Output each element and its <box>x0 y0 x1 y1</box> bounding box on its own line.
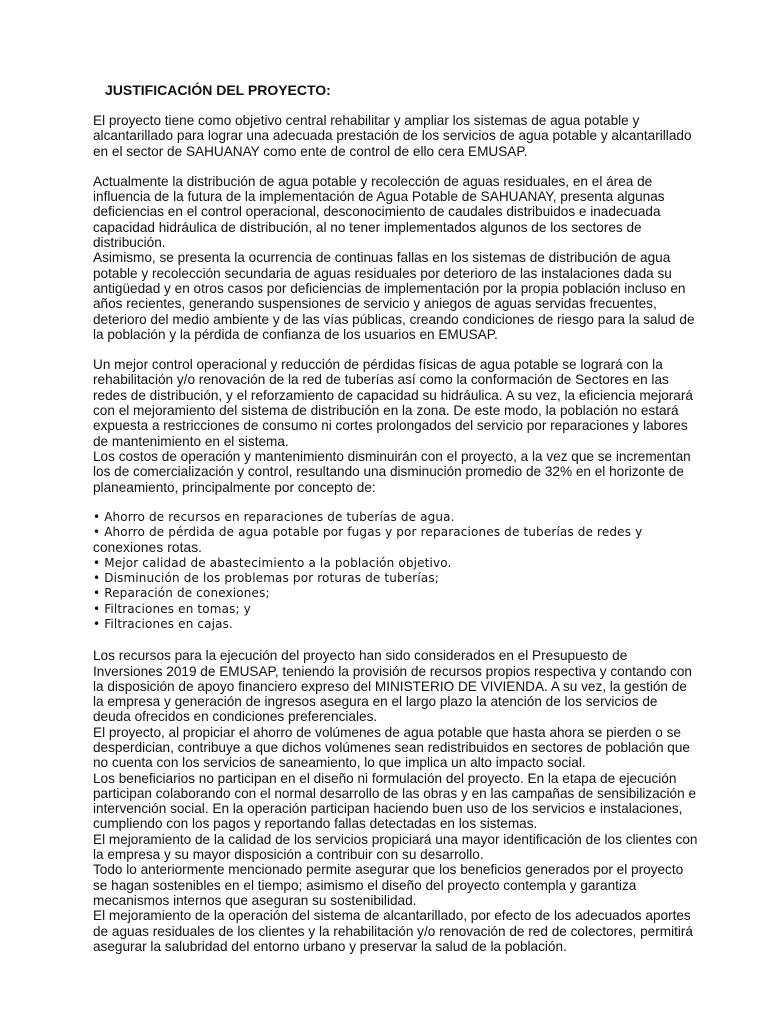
paragraph-spacer <box>93 495 698 510</box>
paragraph-sewerage: El mejoramiento de la operación del sistema de alcantarillado, por efecto de los adecuados aportes de aguas residuales de los clientes y la rehabilitación y/o renovación de red de colectores, permitirá asegurar la salubridad del entorno urbano y preservar la salud de la población. <box>93 908 693 954</box>
paragraph-service-quality: El mejoramiento de la calidad de los servicios propiciará una mayor identificación de los clientes con la empresa y su mayor disposición a contribuir con su desarrollo. <box>93 831 698 863</box>
list-item: • Filtraciones en cajas. <box>93 616 234 631</box>
paragraph-objective: El proyecto tiene como objetivo central rehabilitar y ampliar los sistemas de agua potable y alcantarillado para lograr una adecuada prestación de los servicios de agua potable y alcantarillado en el sector de SAHUANAY como ente de control de ello cera EMUSAP. <box>93 113 692 159</box>
paragraph-current-situation: Actualmente la distribución de agua potable y recolección de aguas residuales, en el área de influencia de la futura de la implementación de Agua Potable de SAHUANAY, presenta algunas deficiencias en el control operacional, desconocimiento de caudales distribuidos e inadecuada capacidad hidráulica de distribución, al no tener implementados algunos de los sectores de distribución. <box>93 173 665 251</box>
savings-list <box>93 510 698 632</box>
paragraph-spacer <box>93 632 698 648</box>
list-item: • Filtraciones en tomas; y <box>93 601 251 616</box>
paragraph-beneficiaries: Los beneficiarios no participan en el diseño ni formulación del proyecto. En la etapa de ejecución participan colaborando con el normal desarrollo de las obras y en las campañas de sensibilización e intervención social. En la operación participan haciendo buen uso de los servicios e instalaciones, cumpliendo con los pagos y reportando fallas detectadas en los sistemas. <box>93 770 697 832</box>
list-item: • Mejor calidad de abastecimiento a la población objetivo. <box>93 555 452 570</box>
paragraph-spacer <box>93 342 698 357</box>
paragraph-resources: Los recursos para la ejecución del proyecto han sido considerados en el Presupuesto de Inversiones 2019 de EMUSAP, teniendo la provisión de recursos propios respectiva y contando con la disposición de apoyo financiero expreso del MINISTERIO DE VIVIENDA. A su vez, la gestión de la empresa y generación de ingresos asegura en el largo plazo la atención de los servicios de deuda ofrecidos en condiciones preferenciales. <box>93 648 692 725</box>
paragraph-spacer <box>93 159 698 174</box>
paragraph-operational-control: Un mejor control operacional y reducción de pérdidas físicas de agua potable se logrará con la rehabilitación y/o renovación de la red de tuberías así como la conformación de Sectores en las redes de distribución, y el reforzamiento de capacidad su hidráulica. A su vez, la eficiencia mejorará con el mejoramiento del sistema de distribución en la zona. De este modo, la población no estará expuesta a restricciones de consumo ni cortes prolongados del servicio por reparaciones y labores de mantenimiento en el sistema. <box>93 357 693 449</box>
list-item: • Reparación de conexiones; <box>93 586 270 601</box>
section-title: JUSTIFICACIÓN DEL PROYECTO: <box>105 82 331 98</box>
paragraph-sustainability: Todo lo anteriormente mencionado permite asegurar que los beneficios generados por el proyecto se hagan sostenibles en el tiempo; asimismo el diseño del proyecto contempla y garantiza mecanismos internos que aseguran su sostenibilidad. <box>93 862 684 908</box>
paragraph-water-savings: El proyecto, al propiciar el ahorro de volúmenes de agua potable que hasta ahora se pierden o se desperdician, contribuye a que dichos volúmenes sean redistribuidos en sectores de población que no cuenta con los servicios de saneamiento, lo que implica un alto impacto social. <box>93 724 690 771</box>
paragraph-failures: Asimismo, se presenta la ocurrencia de continuas fallas en los sistemas de distribución de agua potable y recolección secundaria de aguas residuales por deterioro de las instalaciones dada su antigüedad y en otros casos por deficiencias de implementación por la propia población incluso en años recientes, generando suspensiones de servicio y aniegos de aguas servidas frecuentes, deterioro del medio ambiente y de las vías públicas, creando condiciones de riesgo para la salud de la población y la pérdida de confianza de los usuarios en EMUSAP. <box>93 250 695 342</box>
list-item-continuation: conexiones rotas. <box>93 540 203 556</box>
list-item: • Ahorro de pérdida de agua potable por fugas y por reparaciones de tuberías de redes y <box>93 525 643 540</box>
list-item: • Ahorro de recursos en reparaciones de tuberías de agua. <box>93 509 455 524</box>
list-item: • Disminución de los problemas por roturas de tuberías; <box>93 571 439 586</box>
document-page <box>93 82 698 954</box>
paragraph-costs: Los costos de operación y mantenimiento disminuirán con el proyecto, a la vez que se incrementan los de comercialización y control, resultando una disminución promedio de 32% en el horizonte de planeamiento, principalmente por concepto de: <box>93 448 691 495</box>
